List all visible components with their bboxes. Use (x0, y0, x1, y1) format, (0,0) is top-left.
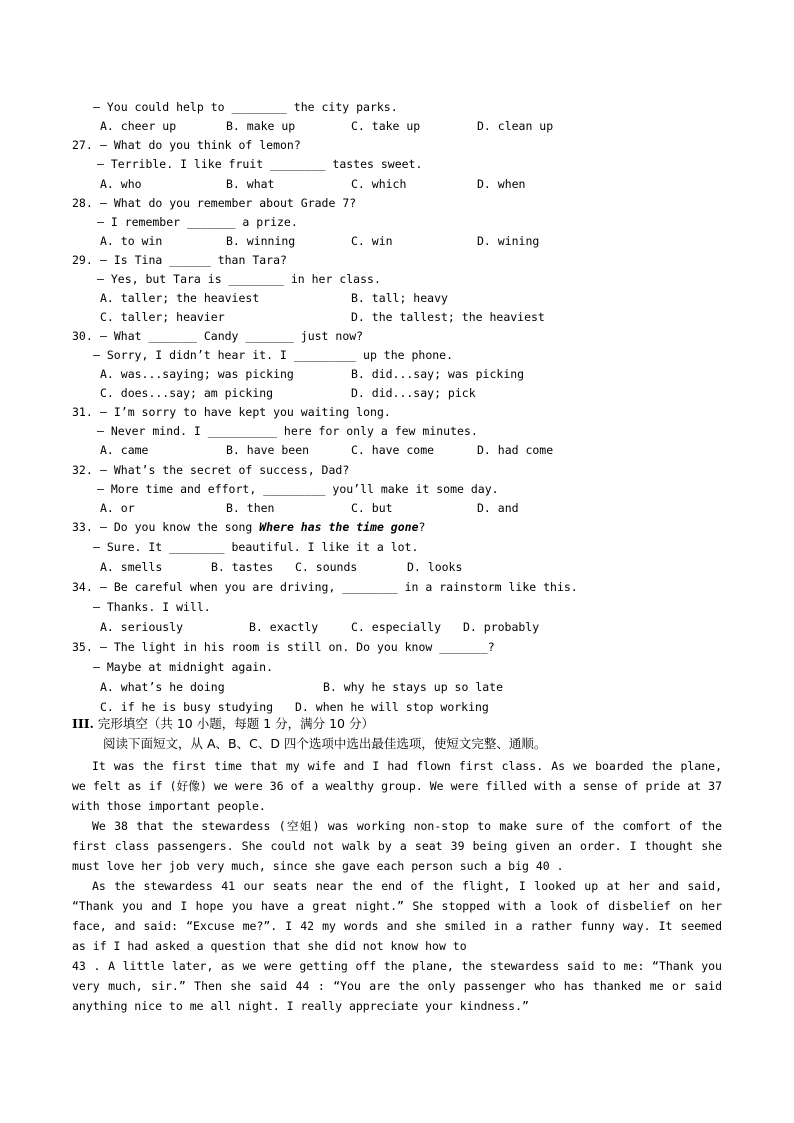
q33-option-c: C. sounds (295, 560, 358, 574)
q35-option-a: A. what’s he doing (100, 680, 225, 694)
q31-number: 31. (72, 405, 93, 419)
q32-option-b: B. then (226, 501, 275, 515)
q35-line1: — The light in his room is still on. Do you know _______? (100, 640, 495, 654)
q31-option-a: A. came (100, 443, 149, 457)
q26-option-c: C. take up (351, 119, 421, 133)
q32-number: 32. (72, 463, 93, 477)
section-3-title: 完形填空（共 10 小题，每题 1 分，满分 10 分） (93, 716, 374, 731)
q26-option-a: A. cheer up (100, 119, 177, 133)
q34-line2: — Thanks. I will. (93, 600, 211, 614)
q31-line2: — Never mind. I __________ here for only a few minutes. (97, 424, 478, 438)
q30-option-c: C. does...say; am picking (100, 386, 274, 400)
q34-option-d: D. probably (463, 620, 540, 634)
section-3-roman: III. (72, 716, 94, 731)
q29-number: 29. (72, 253, 93, 267)
section-3-heading (72, 717, 374, 731)
q35-number: 35. (72, 640, 93, 654)
q33-line1-post: ? (418, 520, 426, 534)
q28-option-b: B. winning (226, 234, 296, 248)
passage-paragraph-2: We 38 that the stewardess (空姐) was working non-stop to make sure of the comfort of the first class passengers. She could not walk by a seat 39 being given an order. I thought she must love her job very much, since she gave each person such a big 40 . (72, 819, 722, 873)
q27-line2: — Terrible. I like fruit ________ tastes sweet. (97, 157, 423, 171)
q32-option-c: C. but (351, 501, 393, 515)
q34-number: 34. (72, 580, 93, 594)
q28-option-d: D. wining (477, 234, 540, 248)
q33-line1 (100, 520, 425, 534)
q29-option-d: D. the tallest; the heaviest (351, 310, 545, 324)
q29-line1: — Is Tina ______ than Tara? (100, 253, 287, 267)
q27-option-a: A. who (100, 177, 142, 191)
q30-number: 30. (72, 329, 93, 343)
q29-option-c: C. taller; heavier (100, 310, 225, 324)
q26-stem: — You could help to ________ the city parks. (93, 100, 398, 114)
q35-option-c: C. if he is busy studying (100, 700, 274, 714)
q34-option-a: A. seriously (100, 620, 184, 634)
q33-song-title: Where has the time gone (259, 520, 419, 534)
q35-option-d: D. when he will stop working (295, 700, 489, 714)
passage-paragraph-3: As the stewardess 41 our seats near the end of the flight, I looked up at her and said, “Thank you and I hope you have a great night.” She stopped with a look of disbelief on her face, and said: “Excuse me?”. I 42 my words and she smiled in a rather funny way. It seemed as if I had asked a question that she did not know how to (72, 879, 722, 953)
q30-line2: — Sorry, I didn’t hear it. I _________ up the phone. (93, 348, 454, 362)
q31-line1: — I’m sorry to have kept you waiting long. (100, 405, 391, 419)
q31-option-b: B. have been (226, 443, 310, 457)
q35-line2: — Maybe at midnight again. (93, 660, 274, 674)
q33-option-a: A. smells (100, 560, 163, 574)
q27-option-b: B. what (226, 177, 275, 191)
q33-line2: — Sure. It ________ beautiful. I like it a lot. (93, 540, 419, 554)
q33-option-b: B. tastes (211, 560, 274, 574)
passage-paragraph-4: 43 . A little later, as we were getting off the plane, the stewardess said to me: “Thank you very much, sir.” Then she said 44 : “You are the only passenger who has thanked me or said anything nice to me all night. I really appreciate your kindness.” (72, 959, 722, 1013)
q26-option-b: B. make up (226, 119, 296, 133)
q33-option-d: D. looks (407, 560, 463, 574)
q31-option-c: C. have come (351, 443, 435, 457)
q30-option-b: B. did...say; was picking (351, 367, 525, 381)
q32-line2: — More time and effort, _________ you’ll make it some day. (97, 482, 499, 496)
q28-line2: — I remember _______ a prize. (97, 215, 298, 229)
q27-number: 27. (72, 138, 93, 152)
q34-option-c: C. especially (351, 620, 442, 634)
q28-number: 28. (72, 196, 93, 210)
q28-option-c: C. win (351, 234, 393, 248)
q32-option-a: A. or (100, 501, 135, 515)
q30-option-a: A. was...saying; was picking (100, 367, 294, 381)
q30-line1: — What _______ Candy _______ just now? (100, 329, 364, 343)
passage-paragraph-1: It was the first time that my wife and I had flown first class. As we boarded the plane, we felt as if (好像) we were 36 of a wealthy group. We were filled with a sense of pride at 37 with those important people. (72, 759, 722, 813)
q29-option-a: A. taller; the heaviest (100, 291, 260, 305)
q31-option-d: D. had come (477, 443, 554, 457)
q28-line1: — What do you remember about Grade 7? (100, 196, 357, 210)
q32-option-d: D. and (477, 501, 519, 515)
q33-number: 33. (72, 520, 93, 534)
q29-line2: — Yes, but Tara is ________ in her class. (97, 272, 381, 286)
q33-line1-pre: — Do you know the song (100, 520, 260, 534)
q28-option-a: A. to win (100, 234, 163, 248)
q34-option-b: B. exactly (249, 620, 319, 634)
q32-line1: — What’s the secret of success, Dad? (100, 463, 350, 477)
q35-option-b: B. why he stays up so late (323, 680, 504, 694)
q27-option-d: D. when (477, 177, 526, 191)
q26-option-d: D. clean up (477, 119, 554, 133)
section-3-instruction: 阅读下面短文，从 A、B、C、D 四个选项中选出最佳选项，使短文完整、通顺。 (103, 736, 547, 751)
q34-line1: — Be careful when you are driving, ________ in a rainstorm like this. (100, 580, 578, 594)
q29-option-b: B. tall; heavy (351, 291, 448, 305)
q30-option-d: D. did...say; pick (351, 386, 476, 400)
q27-line1: — What do you think of lemon? (100, 138, 301, 152)
q27-option-c: C. which (351, 177, 407, 191)
